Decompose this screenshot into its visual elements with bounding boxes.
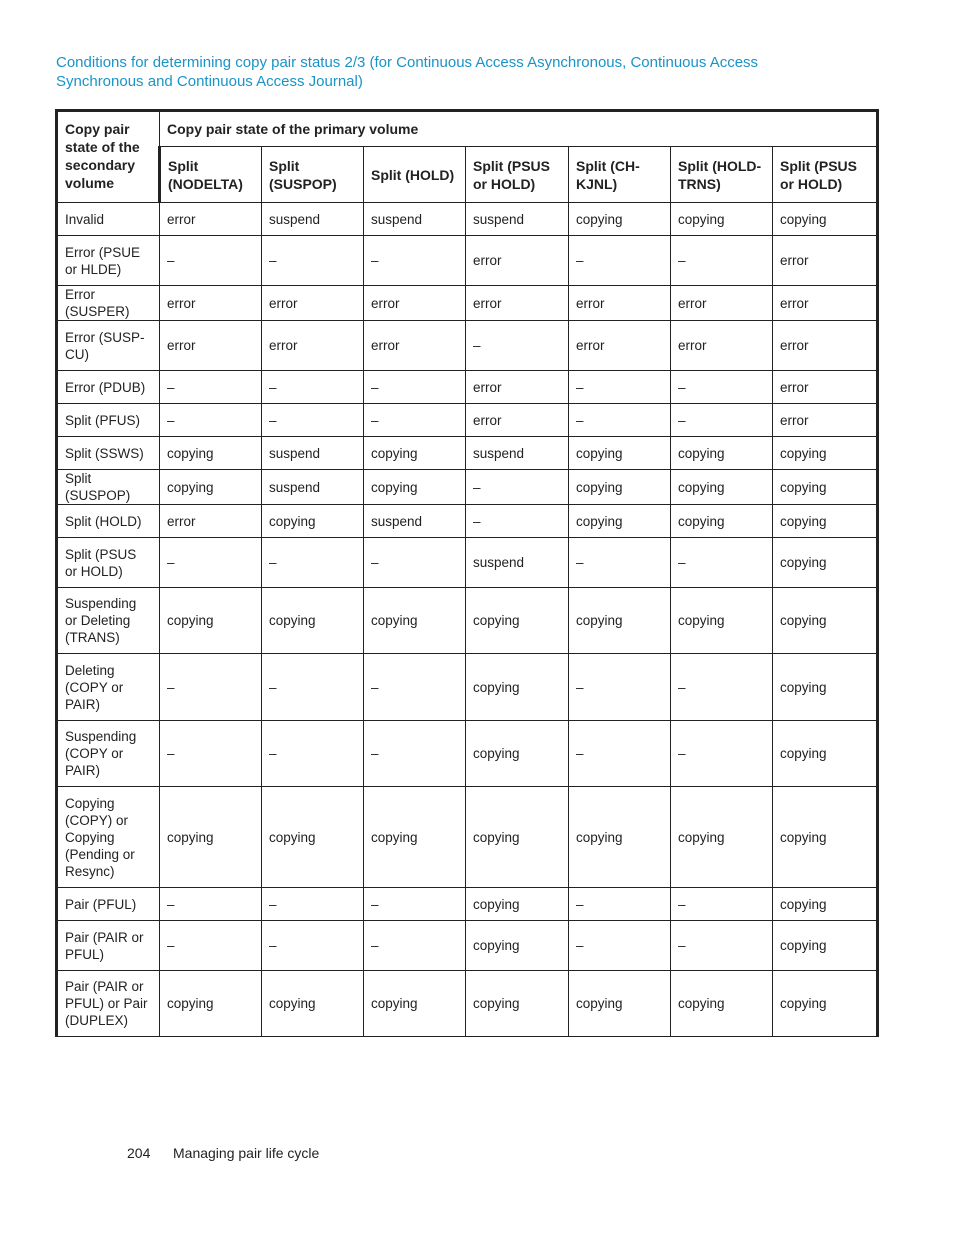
table-cell: – xyxy=(569,721,671,787)
table-row xyxy=(57,371,878,404)
table-cell: – xyxy=(671,538,773,588)
row-label: Pair (PFUL) xyxy=(57,888,160,921)
table-cell: error xyxy=(466,404,569,437)
table-cell: – xyxy=(262,404,364,437)
table-cell: copying xyxy=(773,203,878,236)
table-cell: copying xyxy=(569,203,671,236)
table-row xyxy=(57,971,878,1037)
page-footer xyxy=(127,1145,319,1161)
table-cell: – xyxy=(671,404,773,437)
row-label: Split (PSUS or HOLD) xyxy=(57,538,160,588)
table-cell: – xyxy=(466,470,569,505)
row-label: Split (HOLD) xyxy=(57,505,160,538)
table-cell: error xyxy=(671,286,773,321)
table-row xyxy=(57,921,878,971)
table-cell: – xyxy=(671,236,773,286)
table-cell: error xyxy=(466,371,569,404)
table-cell: copying xyxy=(466,888,569,921)
column-header: Split (HOLD-TRNS) xyxy=(671,147,773,203)
table-cell: copying xyxy=(773,921,878,971)
table-row xyxy=(57,470,878,505)
table-cell: – xyxy=(364,888,466,921)
table-cell: – xyxy=(262,236,364,286)
table-cell: copying xyxy=(262,505,364,538)
table-cell: – xyxy=(671,654,773,721)
table-cell: error xyxy=(773,236,878,286)
column-header: Split (SUSPOP) xyxy=(262,147,364,203)
table-cell: error xyxy=(364,286,466,321)
table-cell: – xyxy=(671,371,773,404)
table-cell: copying xyxy=(466,787,569,888)
column-header: Split (PSUS or HOLD) xyxy=(773,147,878,203)
table-cell: copying xyxy=(466,588,569,654)
table-cell: error xyxy=(262,286,364,321)
table-body xyxy=(57,203,878,1037)
table-cell: copying xyxy=(671,470,773,505)
table-cell: copying xyxy=(160,787,262,888)
table-cell: copying xyxy=(262,971,364,1037)
table-cell: suspend xyxy=(466,203,569,236)
table-cell: – xyxy=(160,371,262,404)
table-caption: Conditions for determining copy pair status 2/3 (for Continuous Access Asynchronous, Continuous Access Synchronous and Continuous Access Journal) xyxy=(56,54,759,90)
table-cell: copying xyxy=(773,721,878,787)
row-label: Pair (PAIR or PFUL) xyxy=(57,921,160,971)
table-cell: copying xyxy=(569,505,671,538)
table-cell: suspend xyxy=(466,538,569,588)
table-cell: – xyxy=(569,404,671,437)
column-header: Split (HOLD) xyxy=(364,147,466,203)
table-cell: error xyxy=(671,321,773,371)
table-cell: – xyxy=(466,321,569,371)
table-cell: – xyxy=(160,721,262,787)
row-label: Error (SUSP-CU) xyxy=(57,321,160,371)
table-cell: copying xyxy=(671,505,773,538)
table-row xyxy=(57,654,878,721)
table-cell: – xyxy=(364,404,466,437)
table-cell: – xyxy=(569,236,671,286)
table-row xyxy=(57,437,878,470)
row-label: Suspending (COPY or PAIR) xyxy=(57,721,160,787)
row-label: Split (PFUS) xyxy=(57,404,160,437)
table-cell: suspend xyxy=(466,437,569,470)
table-cell: copying xyxy=(160,588,262,654)
table-cell: copying xyxy=(466,654,569,721)
table-cell: copying xyxy=(160,437,262,470)
table-cell: copying xyxy=(569,470,671,505)
table-cell: error xyxy=(466,286,569,321)
table-cell: copying xyxy=(364,470,466,505)
table-cell: – xyxy=(160,654,262,721)
column-header: Split (CH-KJNL) xyxy=(569,147,671,203)
table-cell: – xyxy=(364,371,466,404)
table-cell: error xyxy=(773,371,878,404)
table-cell: error xyxy=(160,505,262,538)
footer-section-title: Managing pair life cycle xyxy=(173,1145,320,1161)
table-cell: copying xyxy=(773,971,878,1037)
table-row xyxy=(57,404,878,437)
table-cell: copying xyxy=(364,787,466,888)
table-cell: copying xyxy=(364,971,466,1037)
table-cell: error xyxy=(773,321,878,371)
table-row xyxy=(57,321,878,371)
table-cell: – xyxy=(364,538,466,588)
row-label: Invalid xyxy=(57,203,160,236)
table-cell: copying xyxy=(364,588,466,654)
row-label: Error (PSUE or HLDE) xyxy=(57,236,160,286)
table-cell: – xyxy=(364,921,466,971)
table-cell: copying xyxy=(569,437,671,470)
table-cell: – xyxy=(262,921,364,971)
table-cell: – xyxy=(569,654,671,721)
table-cell: error xyxy=(773,286,878,321)
table-cell: – xyxy=(569,371,671,404)
page-number: 204 xyxy=(127,1145,151,1161)
table-cell: copying xyxy=(569,787,671,888)
table-cell: copying xyxy=(671,787,773,888)
column-header-row xyxy=(57,147,878,203)
table-cell: error xyxy=(262,321,364,371)
table-row xyxy=(57,588,878,654)
table-cell: suspend xyxy=(262,470,364,505)
table-cell: copying xyxy=(773,787,878,888)
table-cell: – xyxy=(671,721,773,787)
table-cell: error xyxy=(160,286,262,321)
table-cell: copying xyxy=(160,470,262,505)
row-label: Split (SSWS) xyxy=(57,437,160,470)
table-cell: suspend xyxy=(262,203,364,236)
table-cell: copying xyxy=(569,588,671,654)
table-cell: error xyxy=(160,203,262,236)
table-cell: error xyxy=(364,321,466,371)
table-cell: – xyxy=(262,888,364,921)
table-row xyxy=(57,721,878,787)
table-cell: copying xyxy=(671,971,773,1037)
table-cell: copying xyxy=(671,203,773,236)
table-cell: copying xyxy=(466,721,569,787)
table-cell: – xyxy=(364,236,466,286)
table-row xyxy=(57,787,878,888)
table-cell: copying xyxy=(160,971,262,1037)
row-label: Error (SUSPER) xyxy=(57,286,160,321)
row-label: Copying (COPY) or Copying (Pending or Resync) xyxy=(57,787,160,888)
column-header: Split (PSUS or HOLD) xyxy=(466,147,569,203)
table-cell: error xyxy=(773,404,878,437)
table-cell: – xyxy=(671,921,773,971)
table-cell: – xyxy=(364,721,466,787)
row-label: Suspending or Deleting (TRANS) xyxy=(57,588,160,654)
table-row xyxy=(57,236,878,286)
table-cell: – xyxy=(262,538,364,588)
table-cell: copying xyxy=(773,437,878,470)
table-cell: – xyxy=(262,721,364,787)
table-cell: copying xyxy=(773,505,878,538)
copy-pair-status-table xyxy=(55,109,879,1037)
table-cell: – xyxy=(160,236,262,286)
table-cell: – xyxy=(569,888,671,921)
table-cell: – xyxy=(262,371,364,404)
table-cell: – xyxy=(671,888,773,921)
table-cell: copying xyxy=(466,971,569,1037)
table-cell: error xyxy=(569,286,671,321)
table-cell: suspend xyxy=(364,203,466,236)
table-cell: – xyxy=(466,505,569,538)
table-cell: copying xyxy=(773,538,878,588)
table-cell: copying xyxy=(773,654,878,721)
row-label: Error (PDUB) xyxy=(57,371,160,404)
table-cell: – xyxy=(569,538,671,588)
column-header: Split (NODELTA) xyxy=(160,147,262,203)
table-cell: copying xyxy=(262,588,364,654)
table-cell: copying xyxy=(364,437,466,470)
table-cell: copying xyxy=(262,787,364,888)
group-header: Copy pair state of the primary volume xyxy=(160,111,878,147)
row-label: Deleting (COPY or PAIR) xyxy=(57,654,160,721)
table-cell: – xyxy=(262,654,364,721)
table-cell: copying xyxy=(773,888,878,921)
table-cell: copying xyxy=(773,588,878,654)
table-cell: error xyxy=(466,236,569,286)
row-label: Pair (PAIR or PFUL) or Pair (DUPLEX) xyxy=(57,971,160,1037)
table-cell: – xyxy=(160,538,262,588)
table-cell: – xyxy=(160,404,262,437)
table-cell: – xyxy=(160,921,262,971)
table-cell: copying xyxy=(569,971,671,1037)
table-row xyxy=(57,888,878,921)
row-label: Split (SUSPOP) xyxy=(57,470,160,505)
table-cell: error xyxy=(569,321,671,371)
table-cell: copying xyxy=(466,921,569,971)
table-cell: – xyxy=(160,888,262,921)
table-cell: – xyxy=(569,921,671,971)
table-cell: copying xyxy=(671,437,773,470)
table-cell: suspend xyxy=(364,505,466,538)
table-cell: copying xyxy=(773,470,878,505)
table-cell: suspend xyxy=(262,437,364,470)
table-row xyxy=(57,505,878,538)
table-row xyxy=(57,538,878,588)
row-header: Copy pair state of the secondary volume xyxy=(57,111,160,203)
table-row xyxy=(57,203,878,236)
table-cell: copying xyxy=(671,588,773,654)
status-table-container xyxy=(55,109,876,1037)
table-row xyxy=(57,286,878,321)
table-cell: – xyxy=(364,654,466,721)
table-cell: error xyxy=(160,321,262,371)
